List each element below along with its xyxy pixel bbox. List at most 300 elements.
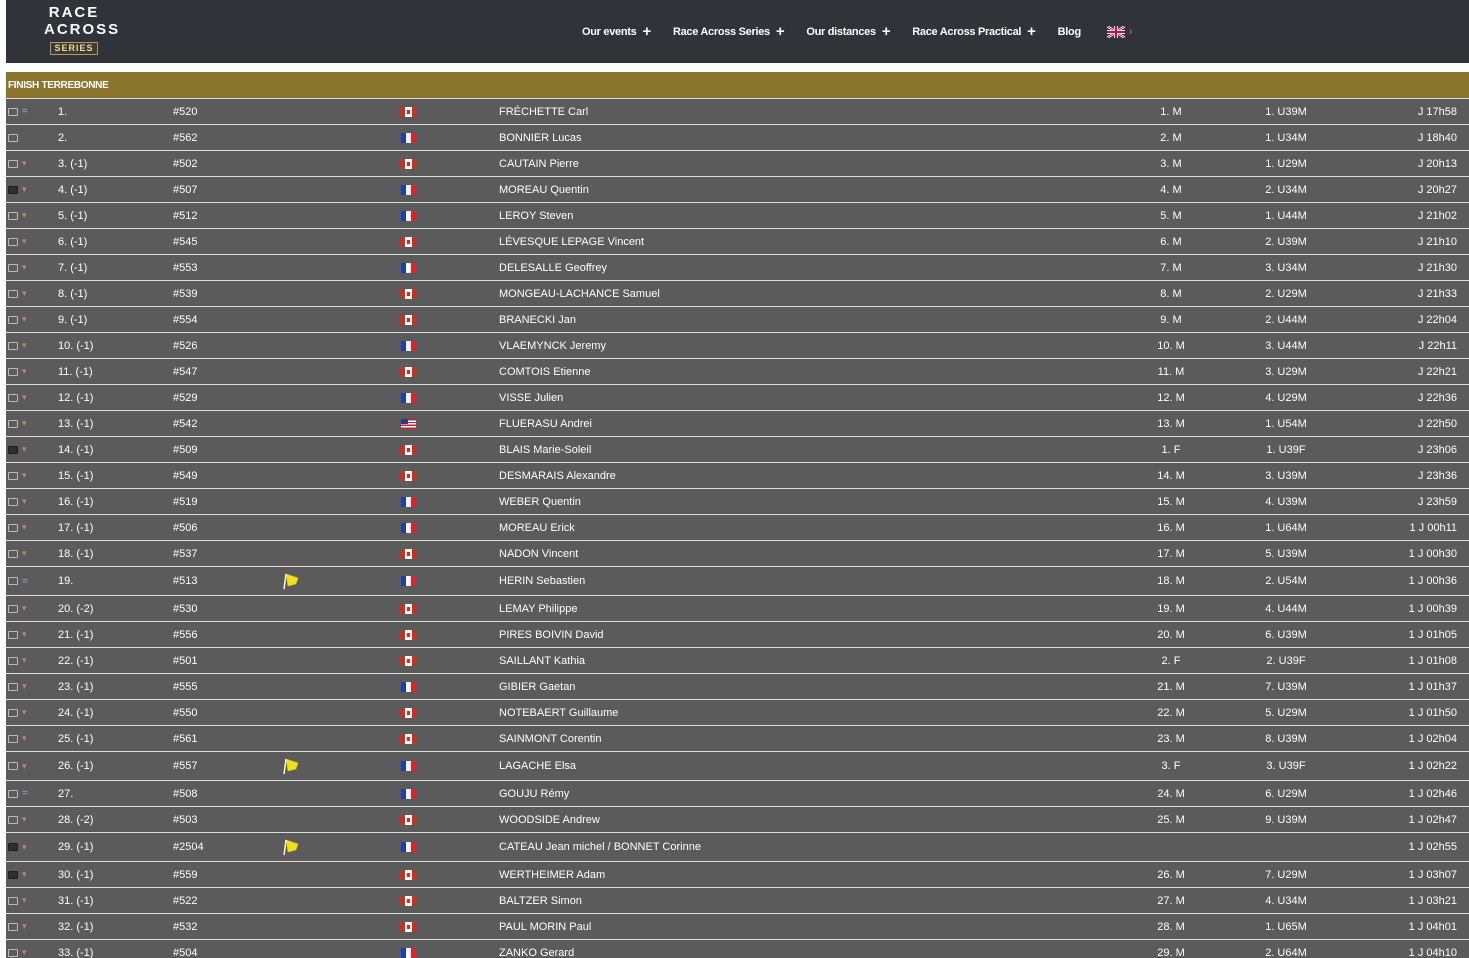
penalty-flag-icon [282, 572, 302, 590]
rider-name[interactable]: LEROY Steven [499, 209, 574, 222]
trend-icon: ▾ [22, 947, 27, 957]
table-row[interactable] [6, 333, 1469, 359]
message-icon[interactable] [8, 290, 18, 298]
category-rank: 2. U39F [1266, 654, 1306, 667]
rider-name[interactable]: BLAIS Marie-Soleil [499, 443, 592, 456]
message-icon[interactable] [8, 843, 18, 851]
message-icon[interactable] [8, 923, 18, 931]
category-rank [1236, 833, 1336, 861]
finish-time: 1 J 02h47 [1408, 813, 1457, 826]
gender-rank: 23. M [1157, 732, 1185, 745]
table-row[interactable] [6, 203, 1469, 229]
ca-flag-icon [401, 289, 416, 299]
message-icon[interactable] [8, 524, 18, 532]
message-icon[interactable] [8, 212, 18, 220]
rider-name[interactable]: COMTOIS Etienne [499, 365, 591, 378]
row-icons [8, 781, 34, 806]
table-row[interactable] [6, 151, 1469, 177]
nav-item-our-distances[interactable] [806, 23, 890, 40]
bib-number: #550 [173, 706, 198, 719]
trend-icon: ▾ [22, 681, 27, 691]
ca-flag-icon [401, 445, 416, 455]
rider-name[interactable]: LEMAY Philippe [499, 602, 578, 615]
finish-time: 1 J 01h05 [1408, 628, 1457, 641]
trend-icon: = [22, 106, 28, 117]
trend-icon: ▾ [22, 522, 27, 532]
message-icon[interactable] [8, 420, 18, 428]
category-rank: 1. U39F [1266, 443, 1306, 456]
fr-flag-icon [401, 842, 416, 852]
message-icon[interactable] [8, 394, 18, 402]
chevron-right-icon: › [1128, 25, 1133, 38]
ca-flag-icon [401, 604, 416, 614]
table-row[interactable] [6, 622, 1469, 648]
trend-icon: ▾ [22, 814, 27, 824]
ca-flag-icon [401, 315, 416, 325]
rider-name[interactable]: MONGEAU-LACHANCE Samuel [499, 287, 660, 300]
bib-number: #559 [173, 868, 198, 881]
bib-number: #545 [173, 235, 198, 248]
country-cell [401, 648, 416, 673]
gender-rank: 25. M [1157, 813, 1185, 826]
rider-name[interactable]: NOTEBAERT Guillaume [499, 706, 619, 719]
position: 11. (-1) [58, 365, 93, 378]
country-cell [401, 940, 416, 958]
finish-time: J 23h36 [1417, 469, 1457, 482]
gender-rank: 9. M [1160, 313, 1182, 326]
position: 7. (-1) [58, 261, 88, 274]
rider-name[interactable]: LAGACHE Elsa [499, 760, 577, 772]
position: 29. (-1) [58, 841, 94, 853]
position: 5. (-1) [58, 209, 88, 222]
message-icon[interactable] [8, 316, 18, 324]
penalty-cell [282, 833, 302, 861]
country-cell [401, 359, 416, 384]
penalty-cell [282, 567, 302, 595]
table-row[interactable] [6, 99, 1469, 125]
row-icons [8, 151, 34, 176]
nav-item-race-across-series[interactable] [673, 23, 784, 40]
country-cell [401, 781, 416, 806]
rider-name[interactable]: MOREAU Quentin [499, 183, 589, 196]
row-icons [8, 833, 34, 861]
bib-number: #537 [173, 547, 198, 560]
ca-flag-icon [401, 815, 416, 825]
ca-flag-icon [401, 159, 416, 169]
message-icon[interactable] [8, 186, 18, 194]
table-row[interactable] [6, 489, 1469, 515]
category-rank: 5. U29M [1265, 706, 1307, 719]
country-cell [401, 203, 416, 228]
gender-rank: 5. M [1160, 209, 1182, 222]
row-icons [8, 281, 34, 306]
finish-time: 1 J 04h01 [1408, 920, 1457, 933]
trend-icon: ▾ [22, 444, 27, 454]
gender-rank: 13. M [1157, 417, 1185, 430]
country-cell [401, 862, 416, 887]
message-icon[interactable] [8, 631, 18, 639]
table-row[interactable] [6, 177, 1469, 203]
position: 3. (-1) [58, 157, 88, 170]
country-cell [401, 333, 416, 358]
country-cell [401, 229, 416, 254]
rider-name[interactable]: CATEAU Jean michel / BONNET Corinne [499, 841, 701, 853]
category-rank: 9. U39M [1265, 813, 1307, 826]
category-rank: 5. U39M [1265, 547, 1307, 560]
table-row[interactable] [6, 700, 1469, 726]
country-cell [401, 125, 416, 150]
message-icon[interactable] [8, 472, 18, 480]
ca-flag-icon [401, 896, 416, 906]
plus-icon: + [1027, 23, 1036, 40]
nav-item-our-events[interactable] [582, 23, 651, 40]
bib-number: #501 [173, 654, 198, 667]
nav-item-label: Our distances [806, 25, 876, 38]
trend-icon: = [22, 575, 28, 587]
bib-number: #520 [173, 105, 198, 118]
fr-flag-icon [401, 185, 416, 195]
country-cell [401, 411, 416, 436]
table-row[interactable] [6, 541, 1469, 567]
country-cell [401, 99, 416, 124]
position: 31. (-1) [58, 894, 94, 907]
finish-time: J 21h33 [1417, 287, 1457, 300]
rider-name[interactable]: PAUL MORIN Paul [499, 920, 592, 933]
trend-icon: ▾ [22, 470, 27, 480]
fr-flag-icon [401, 789, 416, 799]
position: 20. (-2) [58, 602, 94, 615]
rider-name[interactable]: BRANECKI Jan [499, 313, 577, 326]
trend-icon: ▾ [22, 210, 27, 220]
gender-rank: 6. M [1160, 235, 1182, 248]
rider-name[interactable]: FLUERASU Andrei [499, 417, 592, 430]
rider-name[interactable]: HERIN Sebastien [499, 575, 586, 587]
rider-name[interactable]: DELESALLE Geoffrey [499, 261, 608, 274]
table-row[interactable] [6, 515, 1469, 541]
message-icon[interactable] [8, 550, 18, 558]
rider-name[interactable]: LÉVESQUE LEPAGE Vincent [499, 235, 645, 248]
ca-flag-icon [401, 630, 416, 640]
message-icon[interactable] [8, 735, 18, 743]
rider-name[interactable]: GOUJU Rémy [499, 787, 570, 800]
nav-item-blog[interactable] [1058, 26, 1081, 38]
table-row[interactable] [6, 674, 1469, 700]
trend-icon: ▾ [22, 869, 27, 879]
gender-rank: 2. F [1161, 654, 1181, 667]
gender-rank: 12. M [1157, 391, 1185, 404]
category-rank: 4. U29M [1265, 391, 1307, 404]
results-table [6, 72, 1469, 958]
category-rank: 1. U29M [1265, 157, 1307, 170]
row-icons [8, 125, 34, 150]
bib-number: #519 [173, 495, 198, 508]
bib-number: #556 [173, 628, 198, 641]
position: 8. (-1) [58, 287, 88, 300]
table-row[interactable] [6, 781, 1469, 807]
country-cell [401, 807, 416, 832]
trend-icon: ▾ [22, 236, 27, 246]
race-across-logo[interactable] [44, 4, 121, 56]
bib-number: #547 [173, 365, 198, 378]
trend-icon: ▾ [22, 603, 27, 613]
fr-flag-icon [401, 263, 416, 273]
message-icon[interactable] [8, 871, 18, 879]
finish-time: 1 J 01h08 [1408, 654, 1457, 667]
category-rank: 2. U44M [1265, 313, 1307, 326]
message-icon[interactable] [8, 108, 18, 116]
bib-number: #557 [173, 760, 198, 772]
message-icon[interactable] [8, 342, 18, 350]
bib-number: #507 [173, 183, 198, 196]
category-rank: 7. U29M [1265, 868, 1307, 881]
rider-name[interactable]: WERTHEIMER Adam [499, 868, 606, 881]
rider-name[interactable]: DESMARAIS Alexandre [499, 469, 616, 482]
message-icon[interactable] [8, 762, 18, 770]
table-row[interactable] [6, 752, 1469, 781]
penalty-cell [282, 752, 302, 780]
table-row[interactable] [6, 726, 1469, 752]
category-rank: 2. U29M [1265, 287, 1307, 300]
position: 33. (-1) [58, 946, 94, 958]
country-cell [401, 596, 416, 621]
trend-icon: ▾ [22, 895, 27, 905]
table-row[interactable] [6, 125, 1469, 151]
gender-rank: 2. M [1160, 131, 1182, 144]
country-cell [401, 752, 416, 780]
bib-number: #526 [173, 339, 198, 352]
bib-number: #529 [173, 391, 198, 404]
trend-icon: ▾ [22, 841, 27, 852]
gender-rank: 3. M [1160, 157, 1182, 170]
category-rank: 3. U39M [1265, 469, 1307, 482]
table-row[interactable] [6, 255, 1469, 281]
gender-rank: 24. M [1157, 787, 1185, 800]
message-icon[interactable] [8, 790, 18, 798]
finish-time: J 22h50 [1417, 417, 1457, 430]
bib-number: #532 [173, 920, 198, 933]
message-icon[interactable] [8, 897, 18, 905]
gender-rank: 27. M [1157, 894, 1185, 907]
fr-flag-icon [401, 761, 416, 771]
row-icons [8, 862, 34, 887]
bib-number: #542 [173, 417, 198, 430]
country-cell [401, 674, 416, 699]
ca-flag-icon [401, 708, 416, 718]
table-row[interactable] [6, 914, 1469, 940]
finish-time: J 20h13 [1417, 157, 1457, 170]
rider-name[interactable]: PIRES BOIVIN David [499, 628, 604, 641]
category-rank: 1. U54M [1265, 417, 1307, 430]
finish-time: J 21h10 [1417, 235, 1457, 248]
category-rank: 1. U44M [1265, 209, 1307, 222]
table-row[interactable] [6, 385, 1469, 411]
country-cell [401, 307, 416, 332]
trend-icon: ▾ [22, 921, 27, 931]
ca-flag-icon [401, 107, 416, 117]
message-icon[interactable] [8, 160, 18, 168]
ca-flag-icon [401, 549, 416, 559]
position: 6. (-1) [58, 235, 88, 248]
penalty-flag-icon [282, 838, 302, 856]
row-icons [8, 596, 34, 621]
finish-time: J 22h04 [1417, 313, 1457, 326]
message-icon[interactable] [8, 498, 18, 506]
table-row[interactable] [6, 437, 1469, 463]
row-icons [8, 622, 34, 647]
fr-flag-icon [401, 393, 416, 403]
category-rank: 6. U39M [1265, 628, 1307, 641]
table-row[interactable] [6, 648, 1469, 674]
fr-flag-icon [401, 576, 416, 586]
row-icons [8, 888, 34, 913]
message-icon[interactable] [8, 816, 18, 824]
trend-icon: ▾ [22, 366, 27, 376]
table-row[interactable] [6, 567, 1469, 596]
language-switcher[interactable] [1103, 26, 1132, 38]
finish-time: 1 J 03h21 [1408, 894, 1457, 907]
category-rank: 4. U34M [1265, 894, 1307, 907]
position: 25. (-1) [58, 732, 94, 745]
ca-flag-icon [401, 471, 416, 481]
position: 13. (-1) [58, 417, 94, 430]
gender-rank: 29. M [1157, 946, 1185, 958]
ca-flag-icon [401, 656, 416, 666]
finish-time: J 20h27 [1417, 183, 1457, 196]
bib-number: #504 [173, 946, 198, 958]
row-icons [8, 700, 34, 725]
bib-number: #513 [173, 575, 198, 587]
table-row[interactable] [6, 596, 1469, 622]
ca-flag-icon [401, 367, 416, 377]
trend-icon: ▾ [22, 158, 27, 168]
uk-flag-icon [1107, 26, 1125, 38]
gender-rank: 28. M [1157, 920, 1185, 933]
bib-number: #506 [173, 521, 198, 534]
table-row[interactable] [6, 888, 1469, 914]
finish-time: J 23h06 [1417, 443, 1457, 456]
rider-name[interactable]: MOREAU Erick [499, 521, 575, 534]
rider-name[interactable]: SAINMONT Corentin [499, 732, 602, 745]
message-icon[interactable] [8, 657, 18, 665]
message-icon[interactable] [8, 605, 18, 613]
message-icon[interactable] [8, 577, 18, 585]
rider-name[interactable]: BALTZER Simon [499, 894, 582, 907]
ca-flag-icon [401, 237, 416, 247]
message-icon[interactable] [8, 134, 18, 142]
rider-name[interactable]: SAILLANT Kathia [499, 654, 586, 667]
finish-time: 1 J 00h11 [1409, 521, 1457, 534]
ca-flag-icon [401, 870, 416, 880]
row-icons [8, 674, 34, 699]
category-rank: 3. U34M [1265, 261, 1307, 274]
position: 16. (-1) [58, 495, 94, 508]
finish-time: 1 J 01h50 [1408, 706, 1457, 719]
table-row[interactable] [6, 307, 1469, 333]
row-icons [8, 752, 34, 780]
country-cell [401, 541, 416, 566]
gender-rank: 14. M [1157, 469, 1185, 482]
category-rank: 1. U34M [1265, 131, 1307, 144]
row-icons [8, 359, 34, 384]
row-icons [8, 307, 34, 332]
finish-time: 1 J 00h39 [1408, 602, 1457, 615]
table-row[interactable] [6, 463, 1469, 489]
category-rank: 2. U39M [1265, 235, 1307, 248]
rider-name[interactable]: FRÉCHETTE Carl [499, 105, 589, 118]
position: 19. [58, 575, 74, 587]
message-icon[interactable] [8, 709, 18, 717]
position: 23. (-1) [58, 680, 94, 693]
country-cell [401, 177, 416, 202]
table-row[interactable] [6, 411, 1469, 437]
gender-rank: 19. M [1157, 602, 1185, 615]
section-title: FINISH TERREBONNE [6, 72, 1469, 99]
gender-rank: 17. M [1157, 547, 1185, 560]
row-icons [8, 177, 34, 202]
rider-name[interactable]: WEBER Quentin [499, 495, 581, 508]
plus-icon: + [881, 23, 891, 40]
country-cell [401, 515, 416, 540]
category-rank: 8. U39M [1265, 732, 1307, 745]
trend-icon: ▾ [22, 262, 27, 272]
row-icons [8, 385, 34, 410]
finish-time: 1 J 02h04 [1408, 732, 1457, 745]
position: 17. (-1) [58, 521, 94, 534]
rider-name[interactable]: CAUTAIN Pierre [499, 157, 579, 170]
rider-name[interactable]: VLAEMYNCK Jeremy [499, 339, 606, 352]
message-icon[interactable] [8, 238, 18, 246]
row-icons [8, 648, 34, 673]
finish-time: 1 J 01h37 [1408, 680, 1457, 693]
gender-rank: 21. M [1157, 680, 1185, 693]
nav-item-label: Blog [1057, 25, 1081, 38]
rider-name[interactable]: ZANKO Gerard [499, 946, 575, 958]
table-row[interactable] [6, 359, 1469, 385]
nav-item-race-across-practical[interactable] [912, 23, 1035, 40]
position: 26. (-1) [58, 760, 94, 772]
finish-time: J 23h59 [1417, 495, 1457, 508]
trend-icon: ▾ [22, 707, 27, 717]
ca-flag-icon [401, 922, 416, 932]
rider-name[interactable]: VISSE Julien [499, 391, 564, 404]
rider-name[interactable]: WOODSIDE Andrew [499, 813, 600, 826]
trend-icon: ▾ [22, 288, 27, 298]
table-row[interactable] [6, 833, 1469, 862]
message-icon[interactable] [8, 368, 18, 376]
position: 21. (-1) [58, 628, 94, 641]
message-icon[interactable] [8, 683, 18, 691]
table-row[interactable] [6, 862, 1469, 888]
category-rank: 1. U39M [1265, 105, 1307, 118]
message-icon[interactable] [8, 949, 18, 957]
rider-name[interactable]: BONNIER Lucas [499, 131, 582, 144]
message-icon[interactable] [8, 446, 18, 454]
rider-name[interactable]: NADON Vincent [499, 547, 579, 560]
table-row[interactable] [6, 807, 1469, 833]
rider-name[interactable]: GIBIER Gaetan [499, 680, 576, 693]
bib-number: #2504 [173, 841, 204, 853]
table-row[interactable] [6, 940, 1469, 958]
bib-number: #561 [173, 732, 198, 745]
table-row[interactable] [6, 281, 1469, 307]
table-row[interactable] [6, 229, 1469, 255]
trend-icon: = [22, 788, 28, 799]
trend-icon: ▾ [22, 496, 27, 506]
row-icons [8, 807, 34, 832]
message-icon[interactable] [8, 264, 18, 272]
country-cell [401, 622, 416, 647]
trend-icon: ▾ [22, 184, 27, 194]
